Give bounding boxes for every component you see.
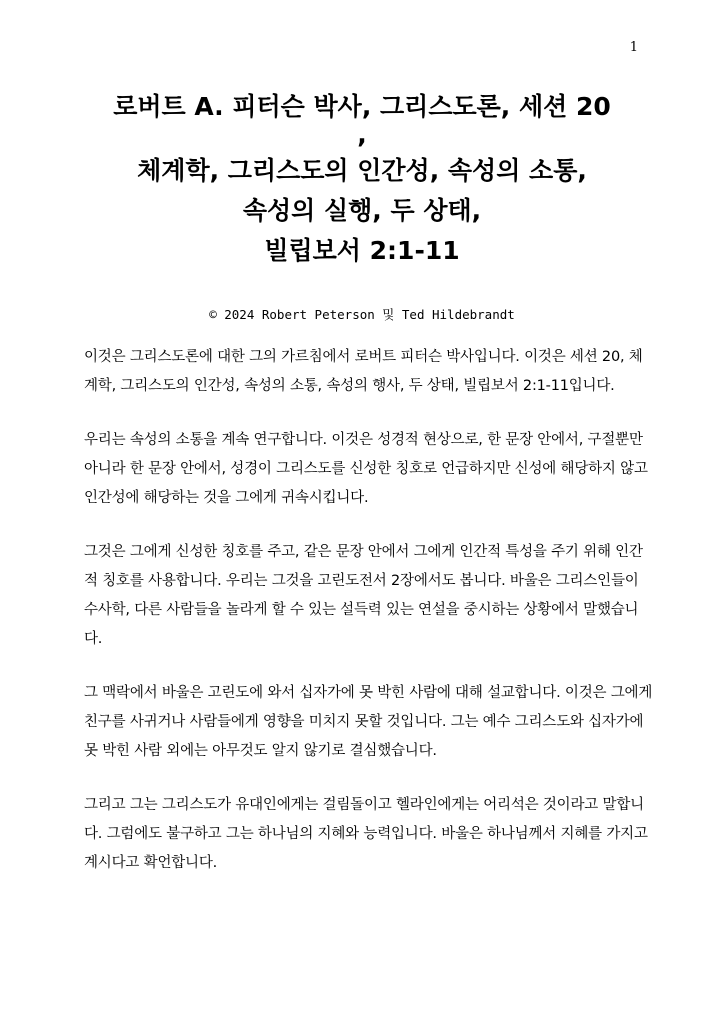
title-line-2: ,	[357, 120, 367, 149]
title-line-4: 속성의 실행, 두 상태,	[242, 196, 482, 225]
document-title	[60, 90, 664, 268]
title-line-1: 로버트 A. 피터슨 박사, 그리스도론, 세션 20	[113, 92, 611, 121]
title-line-3: 체계학, 그리스도의 인간성, 속성의 소통,	[137, 156, 587, 185]
document-body	[84, 343, 654, 903]
paragraph: 이것은 그리스도론에 대한 그의 가르침에서 로버트 피터슨 박사입니다. 이것은 세션 20, 체계학, 그리스도의 인간성, 속성의 소통, 속성의 행사, 두 상태, 빌립보서 2:1-11입니다.	[84, 349, 643, 394]
paragraph: 그것은 그에게 신성한 칭호를 주고, 같은 문장 안에서 그에게 인간적 특성을 주기 위해 인간적 칭호를 사용합니다. 우리는 그것을 고린도전서 2장에서도 봅니다. 바울은 그리스인들이 수사학, 다른 사람들을 놀라게 할 수 있는 설득력 있는 연설을 중시하는 상황에서 말했습니다.	[84, 544, 643, 647]
paragraph: 그리고 그는 그리스도가 유대인에게는 걸림돌이고 헬라인에게는 어리석은 것이라고 말합니다. 그럼에도 불구하고 그는 하나님의 지혜와 능력입니다. 바울은 하나님께서 지혜를 가지고 계시다고 확언합니다.	[84, 797, 648, 871]
title-line-5: 빌립보서 2:1-11	[264, 236, 460, 265]
copyright-line: © 2024 Robert Peterson 및 Ted Hildebrandt	[209, 307, 515, 322]
page-number: 1	[629, 40, 638, 55]
paragraph: 우리는 속성의 소통을 계속 연구합니다. 이것은 성경적 현상으로, 한 문장 안에서, 구절뿐만 아니라 한 문장 안에서, 성경이 그리스도를 신성한 칭호로 언급하지만 신성에 해당하지 않고 인간성에 해당하는 것을 그에게 귀속시킵니다.	[84, 432, 648, 506]
paragraph: 그 맥락에서 바울은 고린도에 와서 십자가에 못 박힌 사람에 대해 설교합니다. 이것은 그에게 친구를 사귀거나 사람들에게 영향을 미치지 못할 것입니다. 그는 예수 그리스도와 십자가에 못 박힌 사람 외에는 아무것도 알지 않기로 결심했습니다.	[84, 685, 653, 759]
